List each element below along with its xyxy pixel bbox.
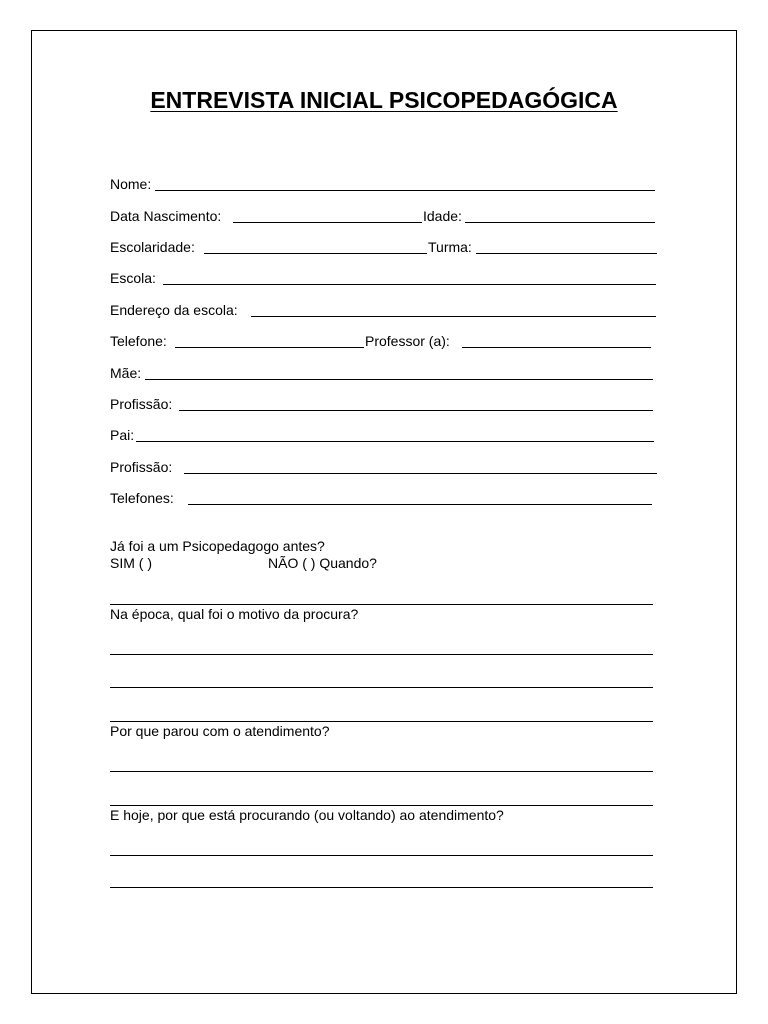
hoje-answer-line-2[interactable] xyxy=(110,887,653,888)
profissao-mae-line[interactable] xyxy=(179,410,653,411)
nome-line[interactable] xyxy=(155,190,655,191)
endereco-escola-label: Endereço da escola: xyxy=(110,302,238,318)
parou-answer-line-2[interactable] xyxy=(110,805,653,806)
telefone-line[interactable] xyxy=(175,347,364,348)
motivo-answer-line-1[interactable] xyxy=(110,654,653,655)
data-nascimento-label: Data Nascimento: xyxy=(110,208,222,224)
pai-line[interactable] xyxy=(136,441,654,442)
nome-label: Nome: xyxy=(110,176,152,192)
question-hoje-procurando: E hoje, por que está procurando (ou voltando) ao atendimento? xyxy=(110,807,504,823)
profissao-mae-label: Profissão: xyxy=(110,396,173,412)
motivo-answer-line-2[interactable] xyxy=(110,687,653,688)
escolaridade-line[interactable] xyxy=(204,253,427,254)
nao-checkbox-label[interactable]: NÃO ( ) Quando? xyxy=(268,555,377,571)
mae-line[interactable] xyxy=(145,379,653,380)
telefones-label: Telefones: xyxy=(110,490,174,506)
form-title xyxy=(0,86,768,114)
data-nascimento-line[interactable] xyxy=(233,222,422,223)
mae-label: Mãe: xyxy=(110,365,142,381)
hoje-answer-line-1[interactable] xyxy=(110,855,653,856)
professor-label: Professor (a): xyxy=(365,333,450,349)
sim-checkbox-label[interactable]: SIM ( ) xyxy=(110,555,152,571)
turma-line[interactable] xyxy=(476,253,657,254)
motivo-answer-line-3[interactable] xyxy=(110,721,653,722)
parou-answer-line-1[interactable] xyxy=(110,771,653,772)
pai-label: Pai: xyxy=(110,427,135,443)
escolaridade-label: Escolaridade: xyxy=(110,239,195,255)
professor-line[interactable] xyxy=(462,347,651,348)
question-previous-psicopedagogo: Já foi a um Psicopedagogo antes? xyxy=(110,538,325,554)
escola-label: Escola: xyxy=(110,270,156,286)
profissao-pai-line[interactable] xyxy=(184,473,657,474)
profissao-pai-label: Profissão: xyxy=(110,459,173,475)
page-border xyxy=(31,30,737,994)
form-title-text: ENTREVISTA INICIAL PSICOPEDAGÓGICA xyxy=(150,87,618,113)
endereco-escola-line[interactable] xyxy=(251,316,656,317)
turma-label: Turma: xyxy=(428,239,472,255)
quando-answer-line[interactable] xyxy=(110,604,653,605)
idade-line[interactable] xyxy=(465,222,655,223)
escola-line[interactable] xyxy=(163,284,656,285)
question-parou-atendimento: Por que parou com o atendimento? xyxy=(110,723,330,739)
telefone-label: Telefone: xyxy=(110,333,167,349)
idade-label: Idade: xyxy=(423,208,462,224)
telefones-line[interactable] xyxy=(188,504,652,505)
question-motivo-procura: Na época, qual foi o motivo da procura? xyxy=(110,606,359,622)
